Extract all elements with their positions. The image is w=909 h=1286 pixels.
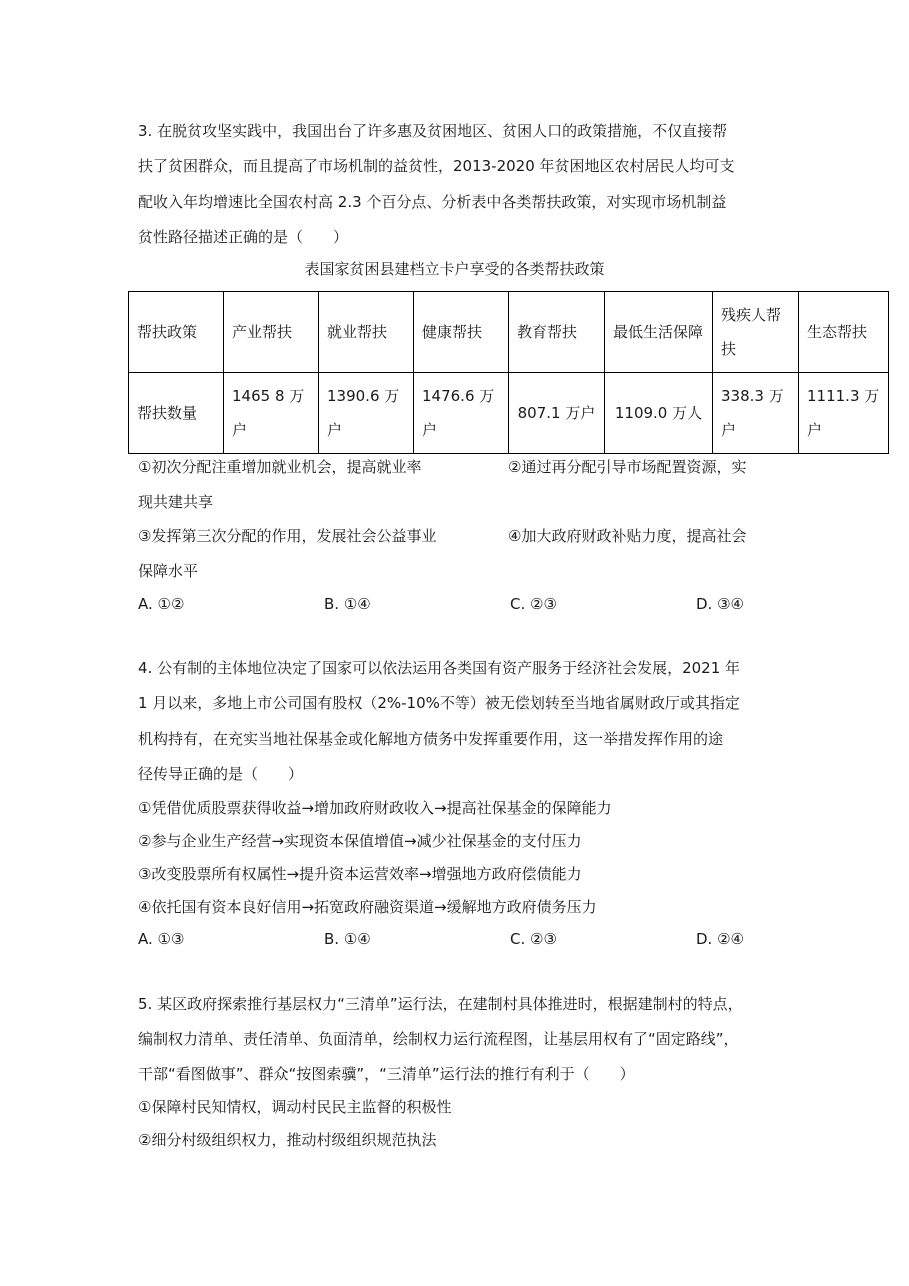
header-cell: 最低生活保障 <box>605 292 713 373</box>
q3-option-d[interactable]: D. ③④ <box>696 595 744 613</box>
value-cell: 1390.6 万户 <box>319 373 414 454</box>
table-caption: 表国家贫困县建档立卡户享受的各类帮扶政策 <box>304 260 605 278</box>
header-cell: 残疾人帮扶 <box>713 292 799 373</box>
q4-line-2: 1 月以来，多地上市公司国有股权（2%-10%不等）被无偿划转至当地省属财政厅或其指定 <box>138 694 740 712</box>
q3-statement-3: ③发挥第三次分配的作用，发展社会公益事业 <box>138 527 437 545</box>
q3-statement-1: ①初次分配注重增加就业机会，提高就业率 <box>138 458 422 476</box>
q5-line-1: 5. 某区政府探索推行基层权力“三清单”运行法，在建制村具体推进时，根据建制村的特点， <box>138 995 743 1013</box>
q3-option-c[interactable]: C. ②③ <box>510 595 557 613</box>
table-value-row <box>129 373 889 454</box>
header-cell: 产业帮扶 <box>224 292 319 373</box>
q4-statement-4: ④依托国有资本良好信用→拓宽政府融资渠道→缓解地方政府债务压力 <box>138 898 597 916</box>
value-cell: 帮扶数量 <box>129 373 224 454</box>
q3-option-a[interactable]: A. ①② <box>138 595 185 613</box>
q3-statement-2: ②通过再分配引导市场配置资源，实 <box>508 458 747 476</box>
q4-option-d[interactable]: D. ②④ <box>696 930 744 948</box>
value-cell: 807.1 万户 <box>509 373 605 454</box>
q4-line-3: 机构持有，在充实当地社保基金或化解地方债务中发挥重要作用，这一举措发挥作用的途 <box>138 730 724 748</box>
q4-option-b[interactable]: B. ①④ <box>324 930 371 948</box>
q3-line-4: 贫性路径描述正确的是（ ） <box>138 228 349 246</box>
q4-statement-3: ③改变股票所有权属性→提升资本运营效率→增强地方政府偿债能力 <box>138 865 582 883</box>
q3-line-2: 扶了贫困群众，而且提高了市场机制的益贫性，2013-2020 年贫困地区农村居民人均可支 <box>138 157 735 175</box>
q3-statement-2-cont: 现共建共享 <box>138 493 214 511</box>
table-header-row <box>129 292 889 373</box>
q5-statement-1: ①保障村民知情权，调动村民民主监督的积极性 <box>138 1098 452 1116</box>
q4-statement-1: ①凭借优质股票获得收益→增加政府财政收入→提高社保基金的保障能力 <box>138 799 612 817</box>
header-cell: 生态帮扶 <box>799 292 889 373</box>
value-cell: 338.3 万户 <box>713 373 799 454</box>
header-cell: 帮扶政策 <box>129 292 224 373</box>
q4-option-c[interactable]: C. ②③ <box>510 930 557 948</box>
q3-line-1: 3. 在脱贫攻坚实践中，我国出台了许多惠及贫困地区、贫困人口的政策措施，不仅直接帮 <box>138 122 728 140</box>
value-cell: 1111.3 万户 <box>799 373 889 454</box>
q3-line-3: 配收入年均增速比全国农村高 2.3 个百分点、分析表中各类帮扶政策，对实现市场机制益 <box>138 193 727 211</box>
header-cell: 健康帮扶 <box>414 292 509 373</box>
q4-line-1: 4. 公有制的主体地位决定了国家可以依法运用各类国有资产服务于经济社会发展，2021 年 <box>138 659 741 677</box>
q3-statement-4-cont: 保障水平 <box>138 562 199 580</box>
value-cell: 1465 8 万户 <box>224 373 319 454</box>
q3-option-b[interactable]: B. ①④ <box>324 595 371 613</box>
policy-table <box>128 291 889 454</box>
q3-statement-4: ④加大政府财政补贴力度，提高社会 <box>508 527 747 545</box>
q4-statement-2: ②参与企业生产经营→实现资本保值增值→减少社保基金的支付压力 <box>138 832 582 850</box>
q5-statement-2: ②细分村级组织权力，推动村级组织规范执法 <box>138 1131 437 1149</box>
header-cell: 就业帮扶 <box>319 292 414 373</box>
value-cell: 1476.6 万户 <box>414 373 509 454</box>
value-cell: 1109.0 万人 <box>605 373 713 454</box>
q5-line-3: 干部“看图做事”、群众“按图索骥”，“三清单”运行法的推行有利于（ ） <box>138 1065 635 1083</box>
q4-line-4: 径传导正确的是（ ） <box>138 765 304 783</box>
q4-option-a[interactable]: A. ①③ <box>138 930 185 948</box>
q5-line-2: 编制权力清单、责任清单、负面清单，绘制权力运行流程图，让基层用权有了“固定路线”， <box>138 1030 739 1048</box>
header-cell: 教育帮扶 <box>509 292 605 373</box>
